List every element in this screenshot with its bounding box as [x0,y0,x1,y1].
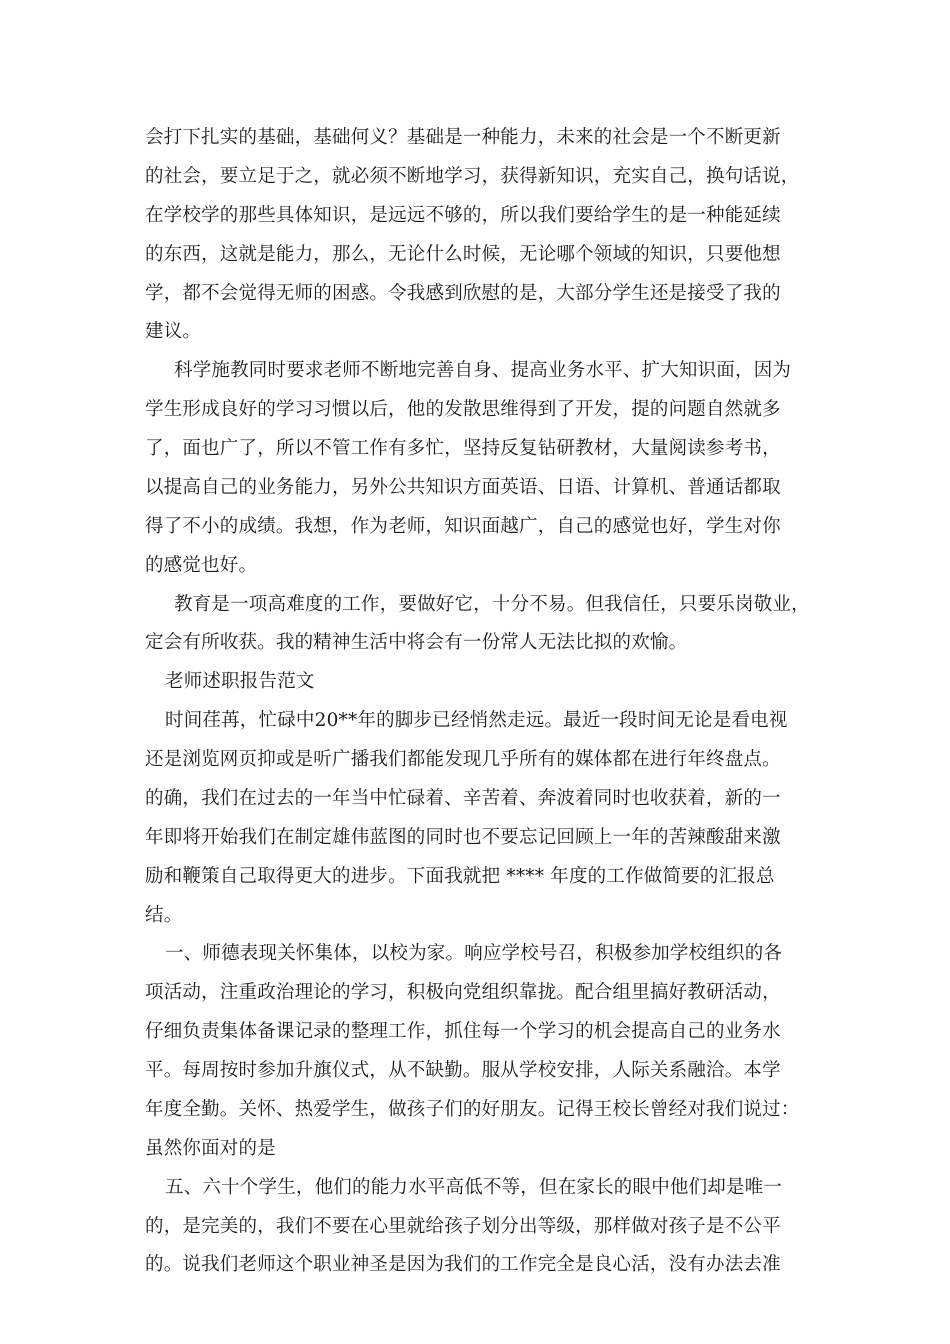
text-line: 年即将开始我们在制定雄伟蓝图的同时也不要忘记回顾上一年的苦辣酸甜来激 [145,827,781,848]
text-line: 励和鞭策自己取得更大的进步。下面我就把 **** 年度的工作做简要的汇报总 [145,866,775,887]
text-line: 得了不小的成绩。我想，作为老师，知识面越广，自己的感觉也好，学生对你 [145,516,781,537]
text-line: 虽然你面对的是 [145,1138,276,1159]
text-line: 的东西，这就是能力，那么，无论什么时候，无论哪个领域的知识，只要他想 [145,244,781,265]
text-line: 项活动，注重政治理论的学习，积极向党组织靠拢。配合组里搞好教研活动， [145,982,781,1003]
text-line: 的确，我们在过去的一年当中忙碌着、辛苦着、奔波着同时也收获着，新的一 [145,788,781,809]
text-line: 在学校学的那些具体知识，是远远不够的，所以我们要给学生的是一种能延续 [145,205,781,226]
text-line: 教育是一项高难度的工作，要做好它，十分不易。但我信任，只要乐岗敬业， [174,594,810,615]
text-line: 五、六十个学生，他们的能力水平高低不等，但在家长的眼中他们却是唯一 [165,1177,783,1198]
text-line: 建议。 [145,321,202,342]
text-line: 学，都不会觉得无师的困惑。令我感到欣慰的是，大部分学生还是接受了我的 [145,283,781,304]
text-line: 的感觉也好。 [145,555,258,576]
text-line: 还是浏览网页抑或是听广播我们都能发现几乎所有的媒体都在进行年终盘点。 [145,749,781,770]
text-line: 年度全勤。关怀、热爱学生，做孩子们的好朋友。记得王校长曾经对我们说过： [145,1099,800,1120]
text-line: 一、师德表现关怀集体，以校为家。响应学校号召，积极参加学校组织的各 [165,943,783,964]
text-line: 结。 [145,905,183,926]
text-line: 以提高自己的业务能力，另外公共知识方面英语、日语、计算机、普通话都取 [145,477,781,498]
text-line: 仔细负责集体备课记录的整理工作，抓住每一个学习的机会提高自己的业务水 [145,1021,781,1042]
text-line: 科学施教同时要求老师不断地完善自身、提高业务水平、扩大知识面，因为 [174,360,792,381]
section-title: 老师述职报告范文 [165,671,315,692]
text-line: 的，是完美的，我们不要在心里就给孩子划分出等级，那样做对孩子是不公平 [145,1216,781,1237]
text-line: 平。每周按时参加升旗仪式，从不缺勤。服从学校安排，人际关系融洽。本学 [145,1060,781,1081]
text-line: 了，面也广了，所以不管工作有多忙，坚持反复钻研教材，大量阅读参考书， [145,438,781,459]
text-line: 定会有所收获。我的精神生活中将会有一份常人无法比拟的欢愉。 [145,632,688,653]
text-line: 时间荏苒，忙碌中20**年的脚步已经悄然走远。最近一段时间无论是看电视 [165,710,788,731]
text-line: 会打下扎实的基础，基础何义？基础是一种能力，未来的社会是一个不断更新 [145,127,781,148]
text-line: 的社会，要立足于之，就必须不断地学习，获得新知识，充实自己，换句话说， [145,166,800,187]
text-line: 学生形成良好的学习习惯以后，他的发散思维得到了开发，提的问题自然就多 [145,399,781,420]
text-line: 的。说我们老师这个职业神圣是因为我们的工作完全是良心活，没有办法去准 [145,1254,781,1275]
